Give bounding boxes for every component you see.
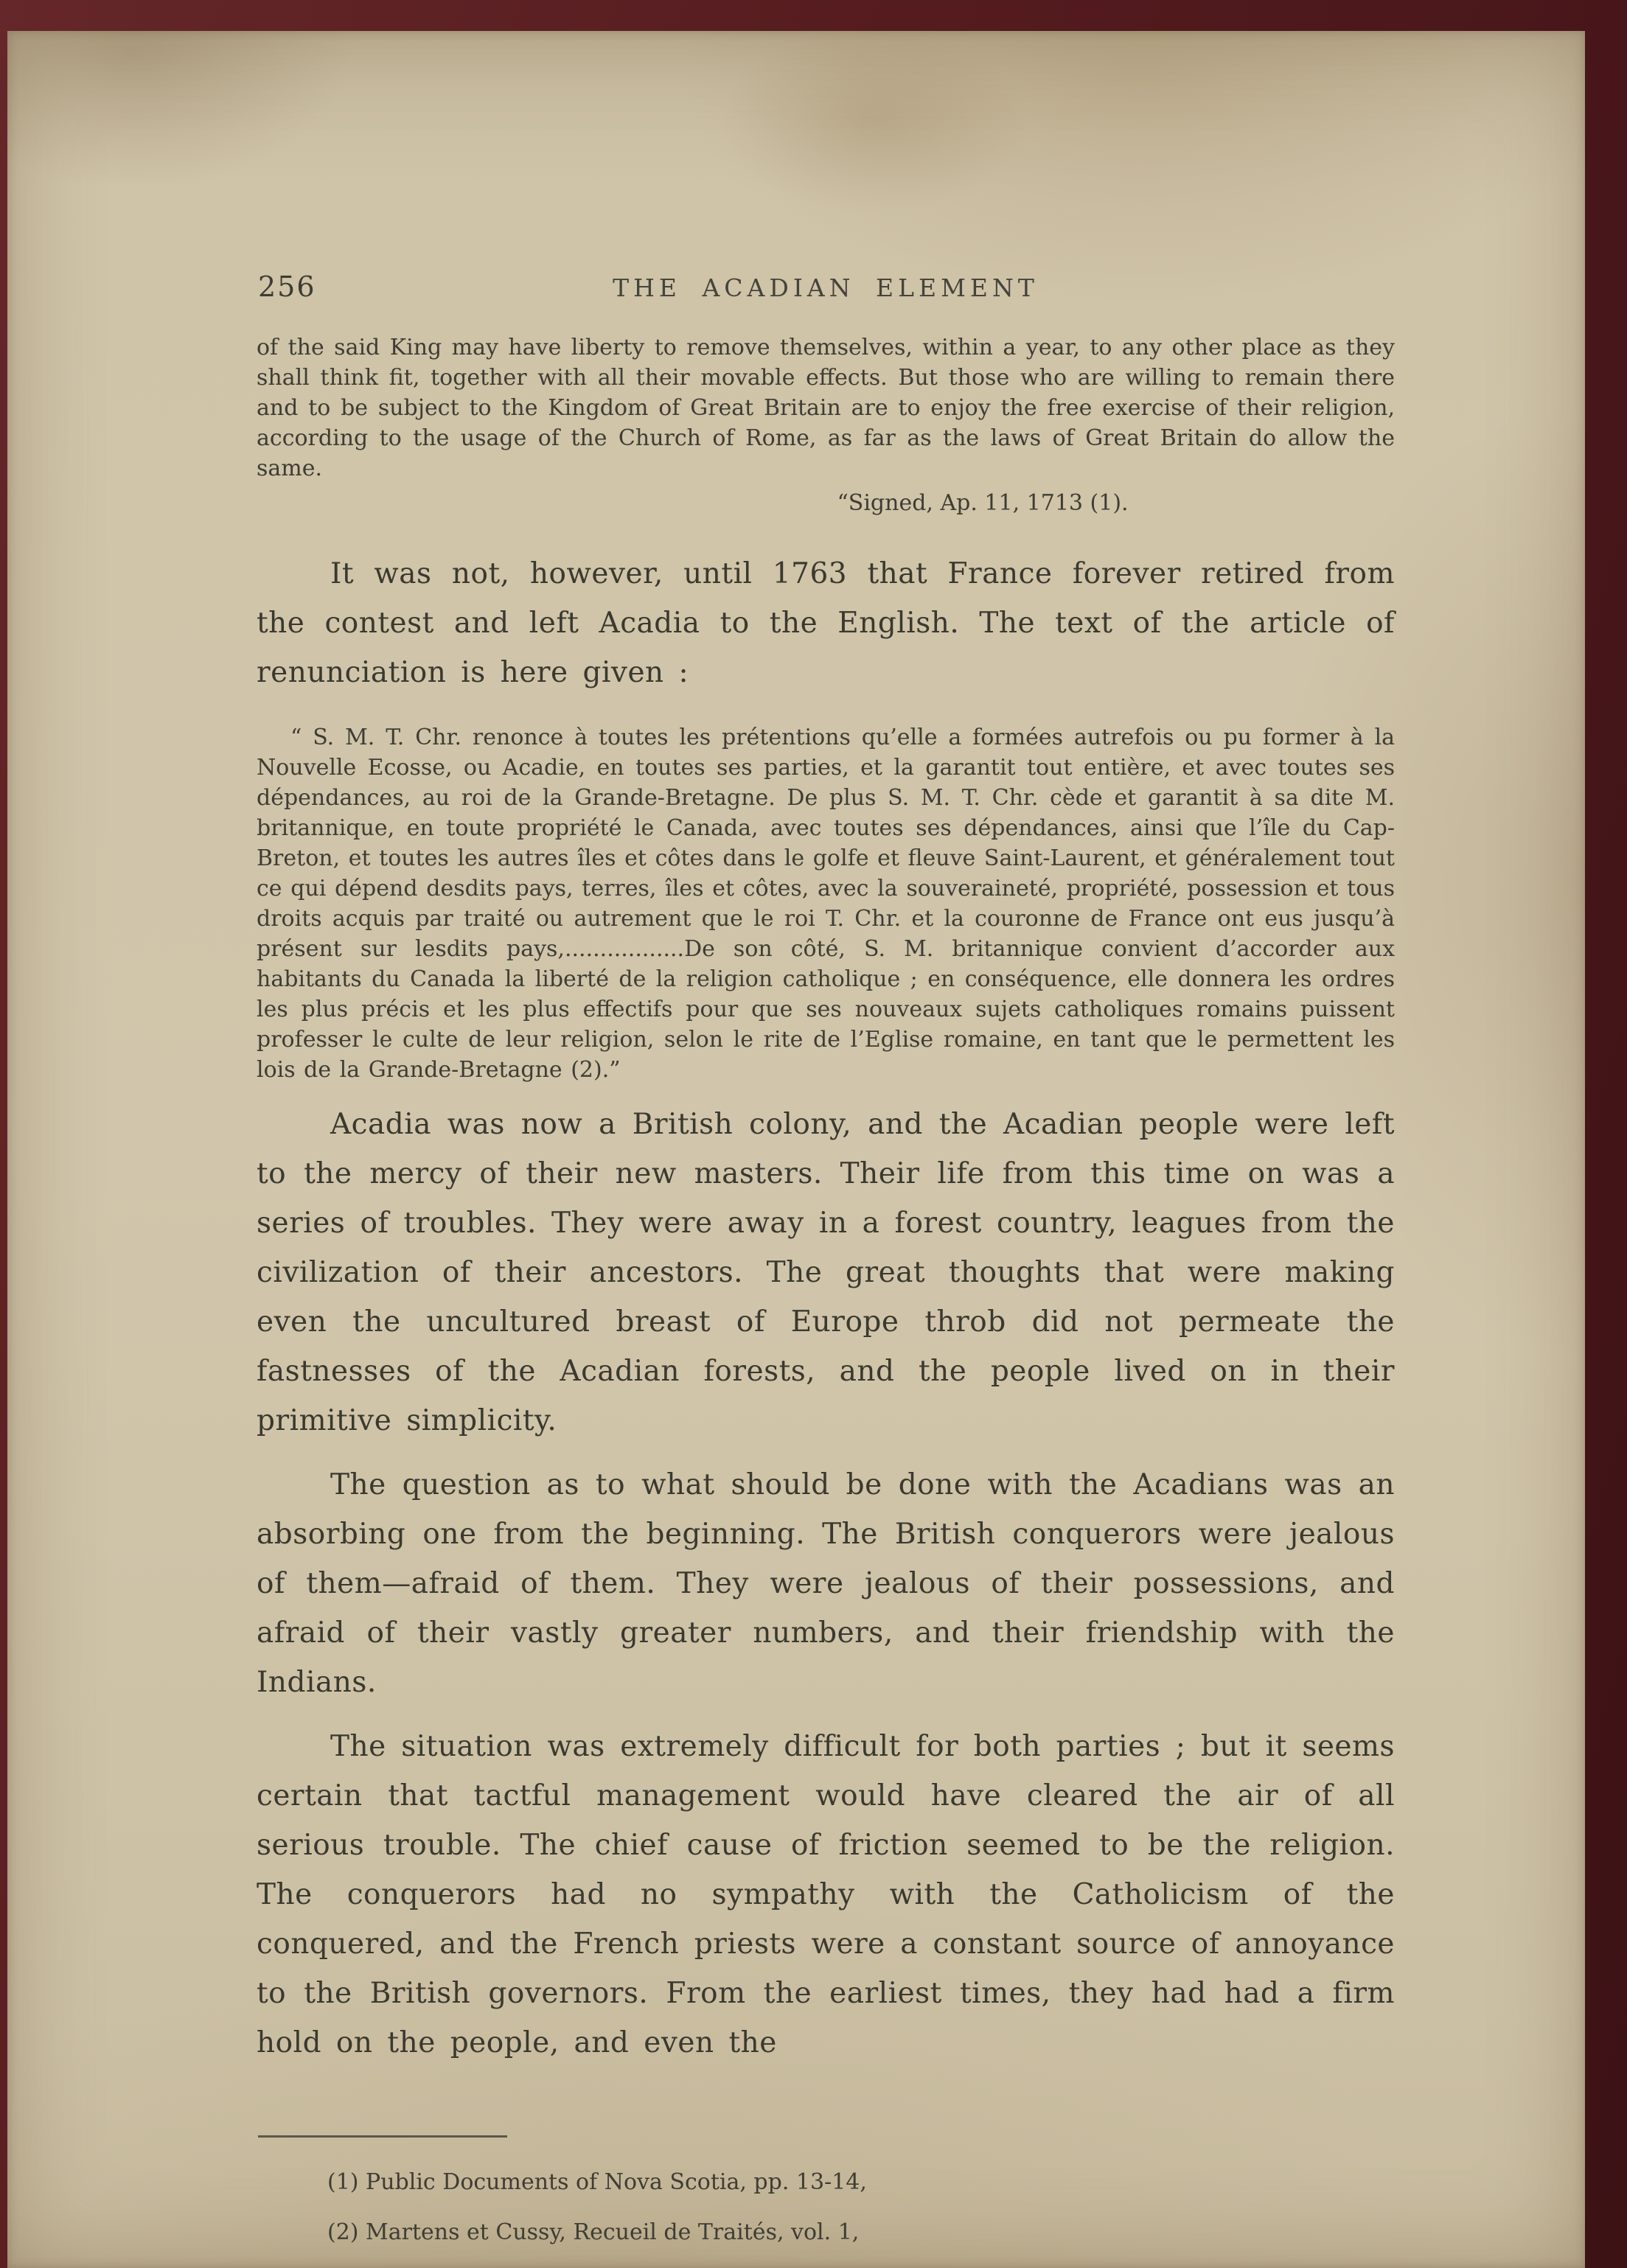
english-quote-signature: “Signed, Ap. 11, 1713 (1). <box>837 490 1129 516</box>
running-head <box>257 271 1395 307</box>
paragraph-renunciation-intro: It was not, however, until 1763 that France forever retired from the contest and left Acadia to the English. The text of the article of renunciation is here given : <box>257 557 1395 689</box>
book-page <box>7 31 1585 2268</box>
treaty-excerpt-french <box>257 722 1395 1085</box>
french-quote-text: “ S. M. T. Chr. renonce à toutes les prétentions qu’elle a formées autrefois ou pu former à la Nouvelle Ecosse, ou Acadie, en toutes ses parties, et la garantit tout entière, et avec toutes ses dépendances, au roi de la Grande-Bretagne. De plus S. M. T. Chr. cède et garantit à sa dite M. britannique, en toute propriété le Canada, avec toutes ses dépendances, ainsi que l’île du Cap-Breton, et toutes les autres îles et côtes dans le golfe et fleuve Saint-Laurent, et généralement tout ce qui dépend desdits pays, terres, îles et côtes, avec la souveraineté, propriété, possession et tous droits acquis par traité ou autrement que le roi T. Chr. et la couronne de France ont eus jusqu’à présent sur lesdits pays,.................De son côté, S. M. britannique convient d’accorder aux habitants du Canada la liberté de la religion catholique ; en conséquence, elle donnera les ordres les plus précis et les plus effectifs pour que ses nouveaux sujets catholiques romains puissent professer le culte de leur religion, selon le rite de l’Eglise romaine, en tant que le permettent les lois de la Grande-Bretagne (2).” <box>257 725 1395 1083</box>
paragraph-british-colony: Acadia was now a British colony, and the Acadian people were left to the mercy of their new masters. Their life from this time on was a series of troubles. They were away in a forest country, leagues from the civilization of their ancestors. The great thoughts that were making even the uncultured breast of Europe throb did not permeate the fastnesses of the Acadian forests, and the people lived on in their primitive simplicity. <box>257 1108 1395 1437</box>
english-quote-text: of the said King may have liberty to remove themselves, within a year, to any other place as they shall think fit, together with all their movable effects. But those who are willing to remain there and to be subject to the Kingdom of Great Britain are to enjoy the free exercise of their religion, according to the usage of the Church of Rome, as far as the laws of Great Britain do allow the same. <box>257 335 1395 481</box>
page-number: 256 <box>258 271 316 303</box>
treaty-excerpt-english <box>257 332 1395 518</box>
paragraph-question-acadians: The question as to what should be done with the Acadians was an absorbing one from the beginning. The British conquerors were jealous of them—afraid of them. They were jealous of their possessions, and afraid of their vastly greater numbers, and their friendship with the Indians. <box>257 1468 1395 1699</box>
footnote-2: (2) Martens et Cussy, Recueil de Traités, vol. 1, <box>327 2219 860 2245</box>
footnote-divider <box>258 2135 507 2138</box>
footnote-1: (1) Public Documents of Nova Scotia, pp. 13-14, <box>327 2169 867 2195</box>
running-head-title: THE ACADIAN ELEMENT <box>613 273 1039 302</box>
paragraph-difficult-situation: The situation was extremely difficult for both parties ; but it seems certain that tactful management would have cleared the air of all serious trouble. The chief cause of friction seemed to be the religion. The conquerors had no sympathy with the Catholicism of the conquered, and the French priests were a constant source of annoyance to the British governors. From the earliest times, they had had a firm hold on the people, and even the <box>257 1730 1395 2059</box>
